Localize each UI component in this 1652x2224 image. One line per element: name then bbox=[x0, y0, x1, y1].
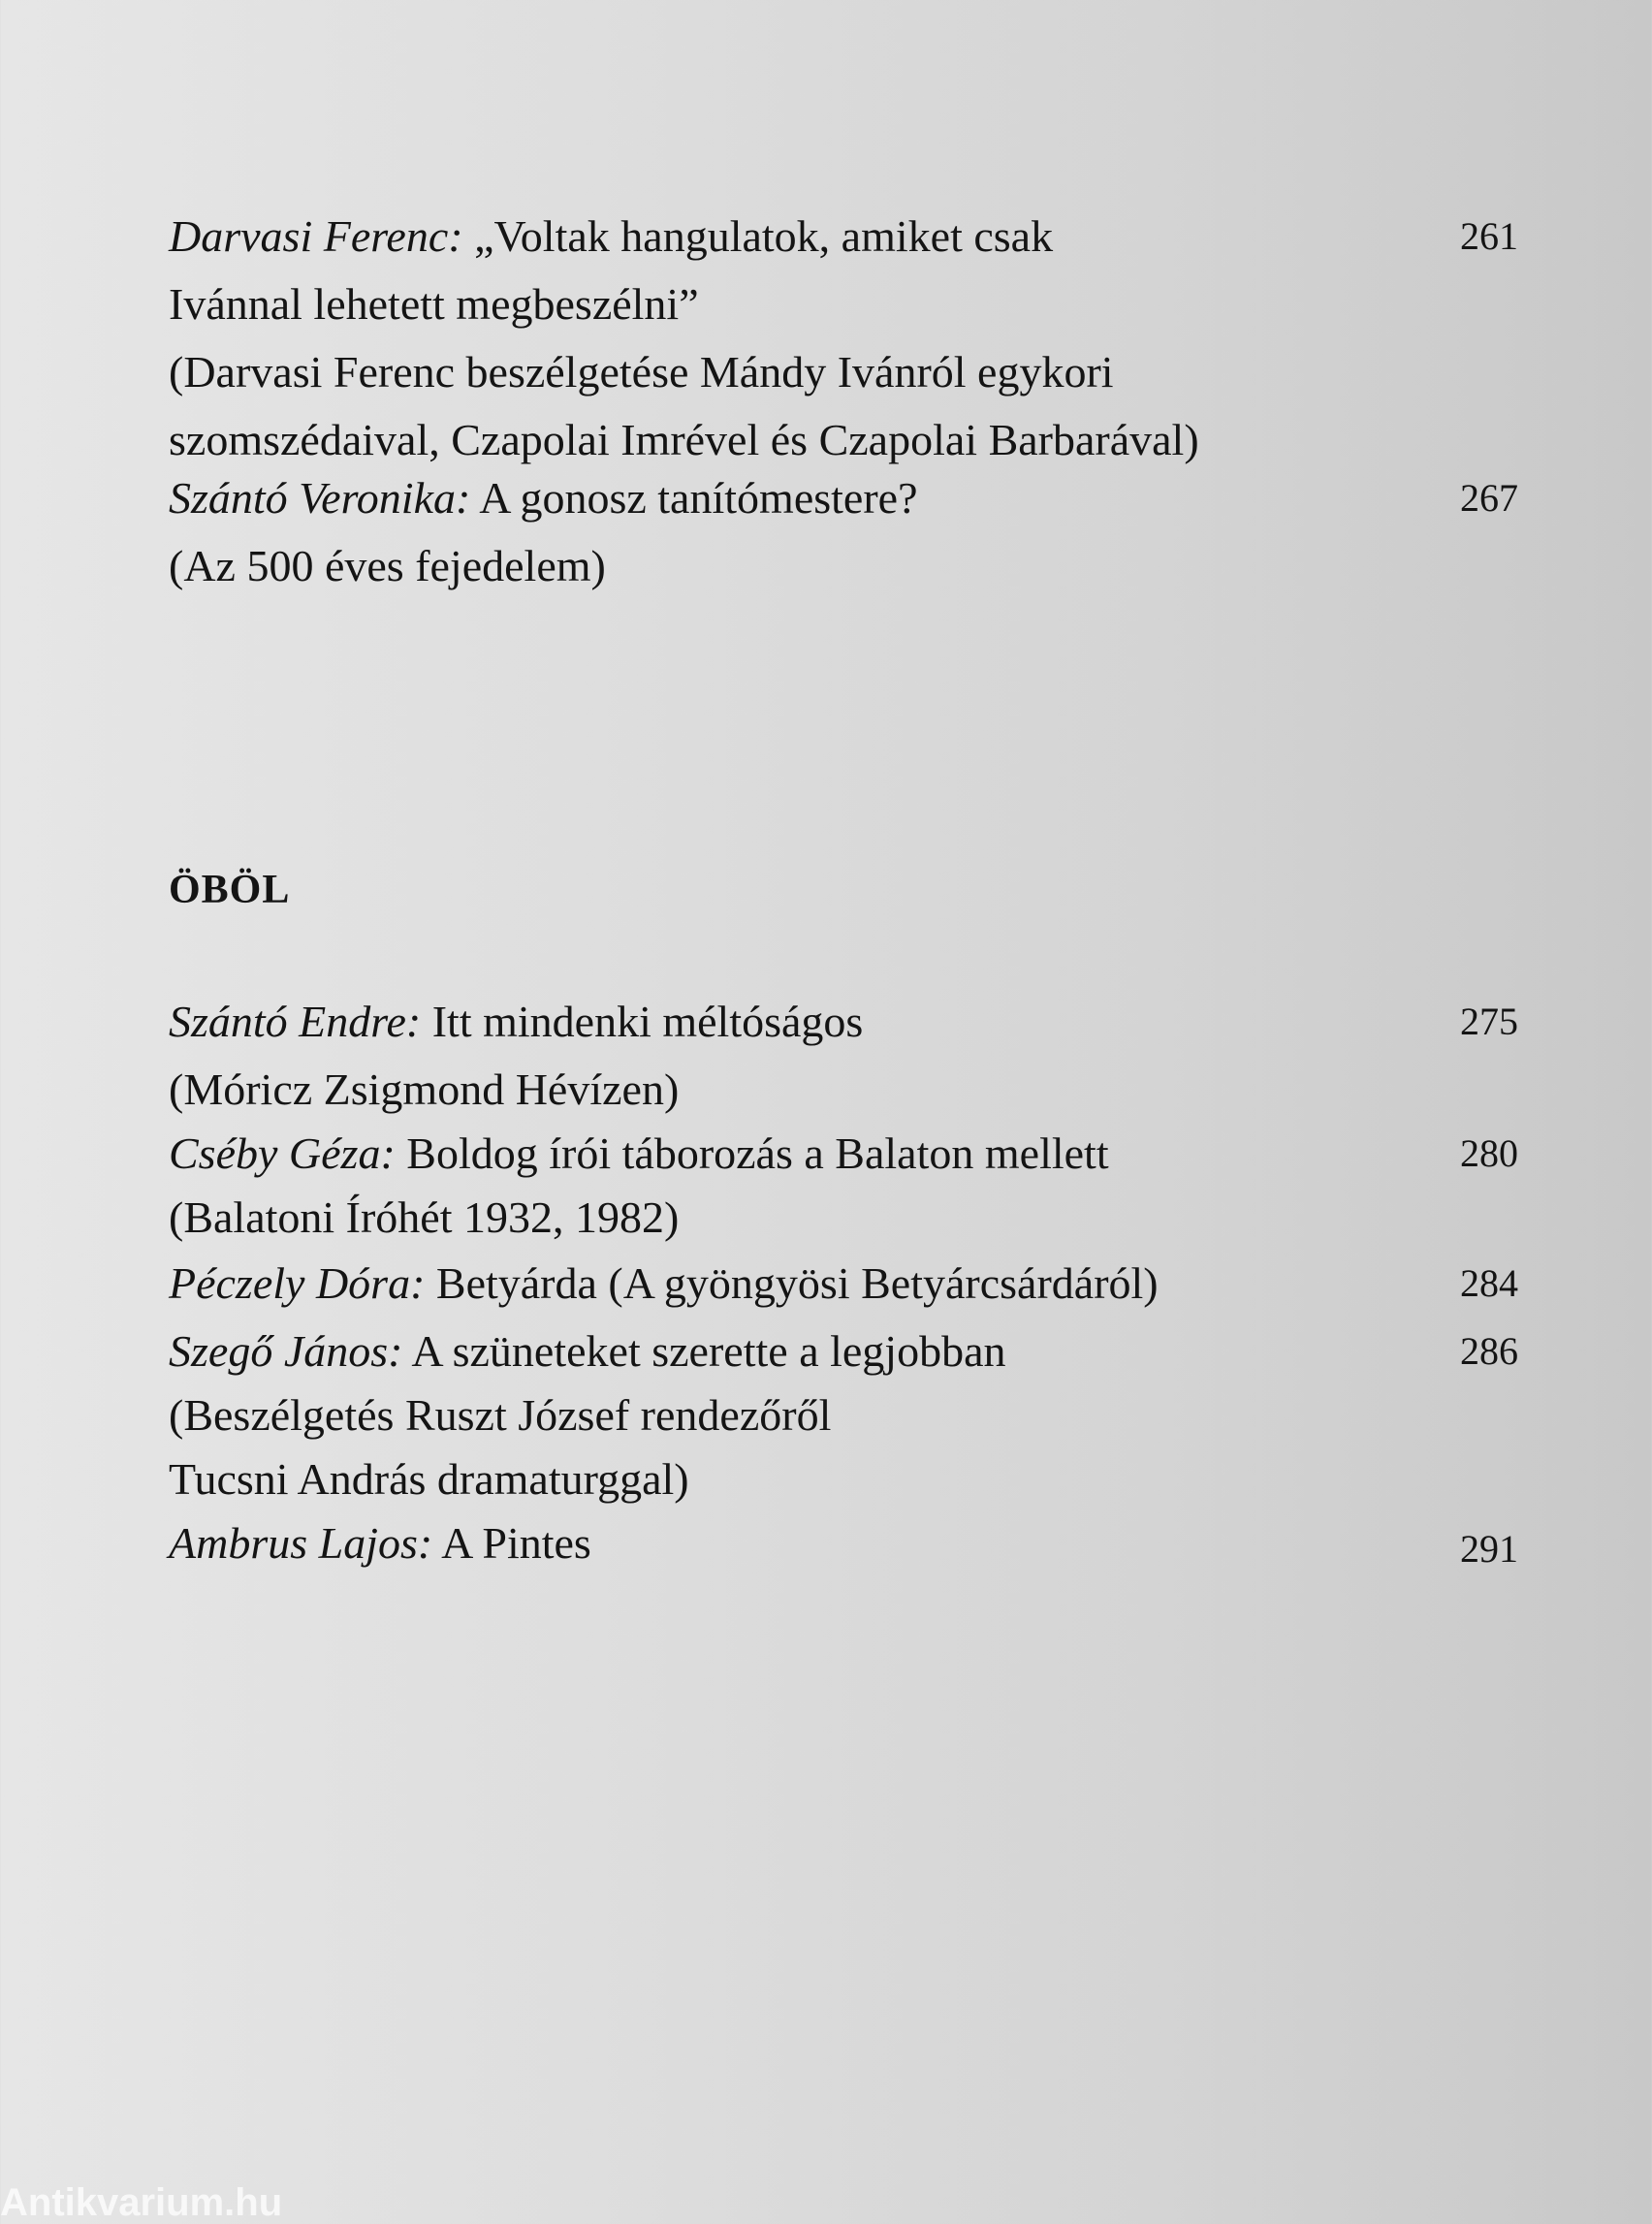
entry-title: A Pintes bbox=[432, 1518, 591, 1568]
entry-title: Boldog írói táborozás a Balaton mellett bbox=[395, 1128, 1109, 1178]
toc-entry-title bbox=[169, 469, 1518, 527]
entry-title: A szüneteket szerette a legjobban bbox=[402, 1326, 1006, 1376]
entry-subtitle: (Móricz Zsigmond Hévízen) bbox=[169, 1064, 680, 1114]
entry-page-number: 284 bbox=[1460, 1261, 1518, 1305]
toc-entry-title bbox=[169, 1125, 1518, 1183]
entry-author: Szántó Endre: bbox=[169, 997, 422, 1046]
entry-author: Péczely Dóra: bbox=[169, 1258, 426, 1308]
section-heading: ÖBÖL bbox=[169, 868, 291, 912]
toc-entry-title bbox=[169, 1514, 1518, 1573]
entry-author: Szegő János: bbox=[169, 1326, 403, 1376]
entry-title: Itt mindenki méltóságos bbox=[421, 997, 864, 1046]
entry-author: Darvasi Ferenc: bbox=[169, 211, 463, 261]
entry-continuation: Ivánnal lehetett megbeszélni” bbox=[169, 279, 699, 329]
entry-author: Ambrus Lajos: bbox=[169, 1518, 433, 1568]
entry-subtitle: (Darvasi Ferenc beszélgetése Mándy Ivánról egykori bbox=[169, 347, 1114, 397]
entry-title: Betyárda (A gyöngyösi Betyárcsárdáról) bbox=[425, 1258, 1159, 1308]
entry-subtitle: (Beszélgetés Ruszt József rendezőről bbox=[169, 1390, 832, 1440]
entry-author: Szántó Veronika: bbox=[169, 473, 471, 523]
entry-page-number: 261 bbox=[1460, 214, 1518, 258]
toc-entry-title bbox=[169, 1255, 1518, 1313]
toc-entry-title bbox=[169, 207, 1518, 266]
entry-subtitle: (Balatoni Íróhét 1932, 1982) bbox=[169, 1192, 680, 1242]
toc-entry-title bbox=[169, 993, 1518, 1051]
entry-page-number: 291 bbox=[1460, 1527, 1518, 1571]
entry-subtitle: (Az 500 éves fejedelem) bbox=[169, 541, 606, 590]
entry-subtitle: Tucsni András dramaturggal) bbox=[169, 1454, 689, 1504]
entry-title: „Voltak hangulatok, amiket csak bbox=[462, 211, 1054, 261]
entry-author: Cséby Géza: bbox=[169, 1128, 396, 1178]
watermark-logo: Antikvarium.hu bbox=[0, 2181, 283, 2224]
entry-title: A gonosz tanítómestere? bbox=[470, 473, 918, 523]
show-through-decoration bbox=[165, 756, 1522, 795]
entry-page-number: 286 bbox=[1460, 1329, 1518, 1373]
entry-page-number: 267 bbox=[1460, 476, 1518, 520]
entry-page-number: 275 bbox=[1460, 1000, 1518, 1043]
entry-subtitle: szomszédaival, Czapolai Imrével és Czapolai Barbarával) bbox=[169, 415, 1199, 464]
entry-page-number: 280 bbox=[1460, 1131, 1518, 1175]
toc-entry-title bbox=[169, 1322, 1518, 1381]
